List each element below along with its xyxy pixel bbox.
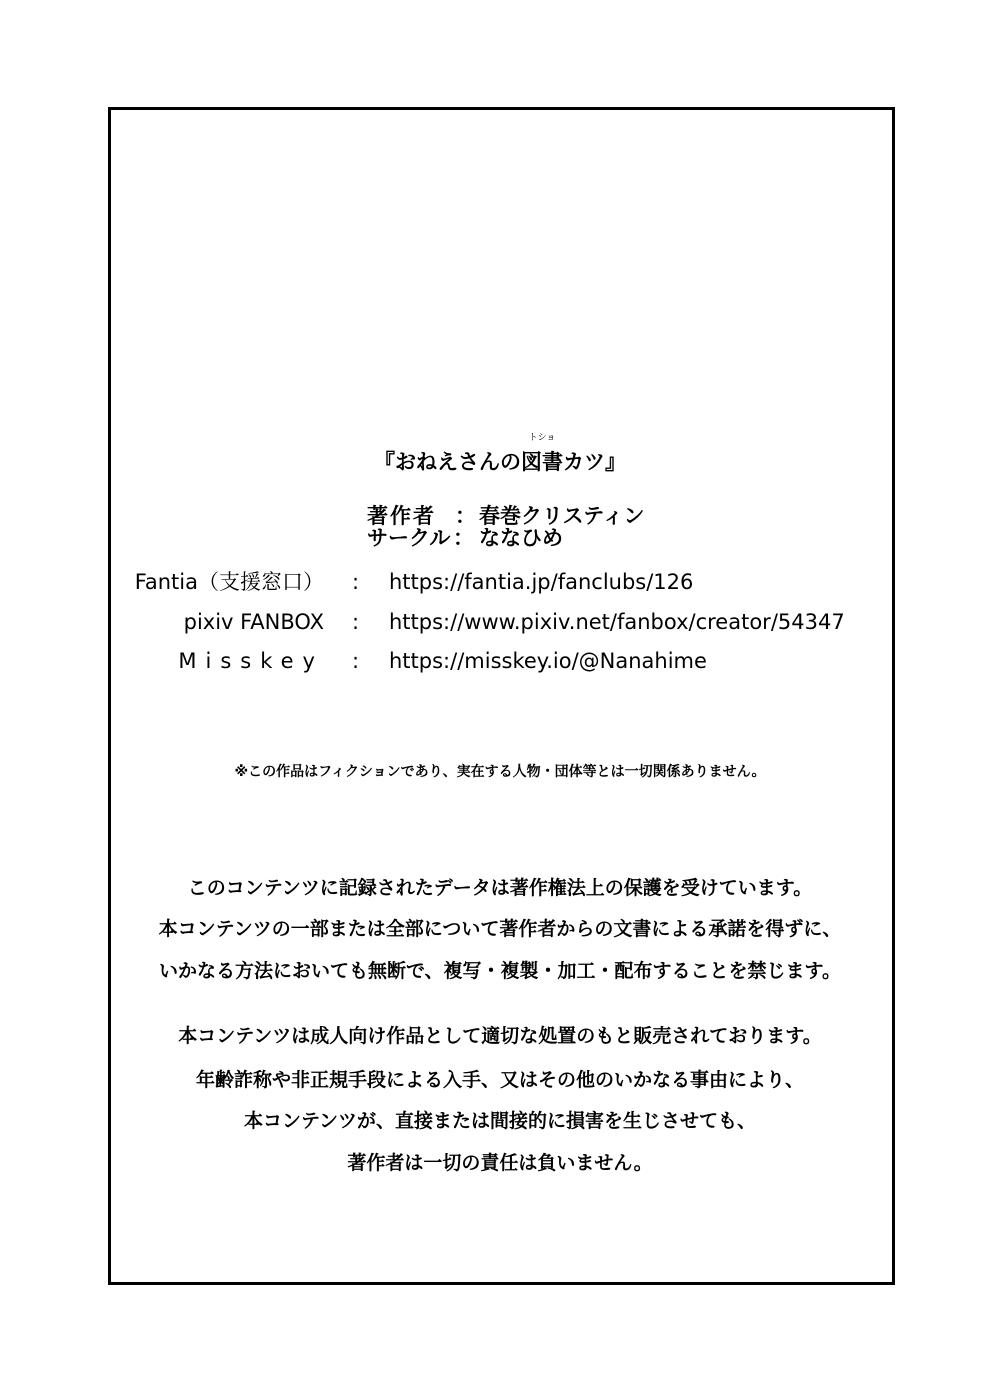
credit-circle-label: サークル <box>367 526 451 550</box>
credit-author-value: 春巻クリスティン <box>479 504 645 528</box>
credit-circle-value: ななひめ <box>479 526 563 550</box>
book-title <box>0 433 1000 477</box>
title-prefix: 『おねえさんの <box>374 450 521 474</box>
credit-author-label: 著作者 <box>367 504 436 528</box>
copyright-notice-line: いかなる方法においても無断で、複写・複製・加工・配布することを禁じます。 <box>158 960 842 982</box>
credit-circle-colon: ： <box>453 526 474 550</box>
adult-notice-line: 年齢詐称や非正規手段による入手、又はその他のいかなる事由により、 <box>195 1069 804 1091</box>
link-row-fantia <box>0 568 1000 596</box>
copyright-notice-line: このコンテンツに記録されたデータは著作権法上の保護を受けています。 <box>187 877 813 899</box>
link-label-fanbox: pixiv FANBOX <box>183 610 324 634</box>
title-ruby <box>521 433 563 477</box>
adult-notice-line: 本コンテンツは成人向け作品として適切な処置のもと販売されております。 <box>178 1025 822 1047</box>
link-url-fantia[interactable]: https://fantia.jp/fanclubs/126 <box>389 570 694 594</box>
fiction-disclaimer: ※この作品はフィクションであり、実在する人物・団体等とは一切関係ありません。 <box>234 764 766 780</box>
link-row-misskey <box>0 647 1000 675</box>
title-suffix: カツ』 <box>563 450 626 474</box>
credit-circle-row <box>367 525 687 551</box>
adult-notice-line: 本コンテンツが、直接または間接的に損害を生じさせても、 <box>243 1110 757 1132</box>
adult-notice-line: 著作者は一切の責任は負いません。 <box>347 1152 653 1174</box>
link-url-fanbox[interactable]: https://www.pixiv.net/fanbox/creator/54347 <box>389 610 845 634</box>
link-row-fanbox <box>0 608 1000 636</box>
copyright-notice-line: 本コンテンツの一部または全部について著作者からの文書による承諾を得ずに、 <box>158 918 842 940</box>
link-url-misskey[interactable]: https://misskey.io/@Nanahime <box>389 649 707 673</box>
link-label-fantia: Fantia（支援窓口） <box>134 570 324 594</box>
title-ruby-base: 図書 <box>521 450 563 474</box>
title-ruby-reading: トショ <box>528 433 556 443</box>
link-colon-misskey: : <box>352 649 360 673</box>
link-colon-fanbox: : <box>352 610 360 634</box>
credit-author-colon: ： <box>455 504 476 528</box>
link-colon-fantia: : <box>352 570 360 594</box>
link-label-misskey: Misskey <box>178 649 324 673</box>
